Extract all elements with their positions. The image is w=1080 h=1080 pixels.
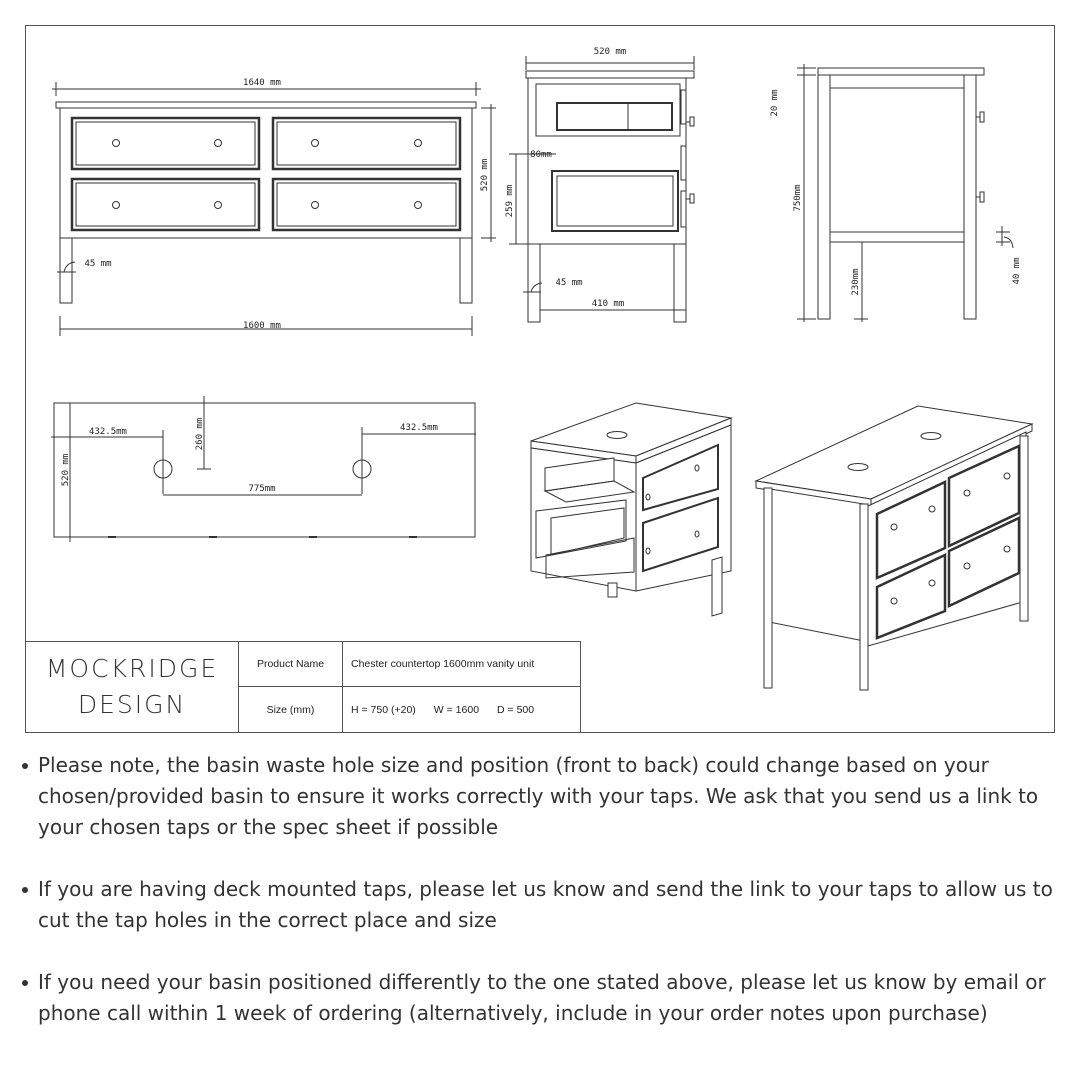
plan-view bbox=[51, 396, 476, 542]
bullet-icon bbox=[22, 763, 28, 769]
title-block bbox=[26, 641, 581, 732]
size-depth: D = 500 bbox=[497, 703, 535, 716]
front-leg-label: 45 mm bbox=[84, 259, 112, 269]
side-leg-label: 45 mm bbox=[555, 278, 583, 288]
side-opening-label: 259 mm bbox=[505, 184, 515, 218]
product-name-label: Product Name bbox=[239, 642, 343, 687]
front-elevation bbox=[52, 82, 496, 336]
size-label: Size (mm) bbox=[239, 687, 343, 732]
brand-line-1: MOCKRIDGE bbox=[45, 654, 219, 683]
note-item: If you are having deck mounted taps, please let us know and send the link to your taps to allow us to cut the tap holes in the correct place and size bbox=[20, 874, 1075, 936]
section-rail-label: 40 mm bbox=[1012, 257, 1022, 285]
size-height: H = 750 (+20) bbox=[351, 703, 416, 716]
section-view bbox=[797, 64, 1013, 322]
note-item: If you need your basin positioned differently to the one stated above, please let us know by email or phone call within 1 week of ordering (alternatively, include in your order notes upon purchase) bbox=[20, 967, 1075, 1029]
plan-back-offset-label: 260 mm bbox=[195, 417, 205, 451]
plan-left-offset-label: 432.5mm bbox=[89, 427, 127, 437]
product-name-value: Chester countertop 1600mm vanity unit bbox=[343, 642, 580, 687]
plan-right-offset-label: 432.5mm bbox=[400, 423, 438, 433]
side-depth-label: 520 mm bbox=[593, 47, 627, 57]
front-width-bottom-label: 1600 mm bbox=[243, 321, 281, 331]
section-height-label: 750mm bbox=[793, 184, 803, 212]
brand-logo bbox=[26, 642, 239, 732]
notes-list bbox=[20, 750, 1075, 1060]
size-width: W = 1600 bbox=[433, 703, 480, 716]
section-leg-gap-label: 230mm bbox=[851, 268, 861, 296]
side-shelf-label: 80mm bbox=[530, 150, 552, 160]
section-top-label: 20 mm bbox=[770, 89, 780, 117]
bullet-icon bbox=[22, 887, 28, 893]
isometric-front-view bbox=[756, 406, 1032, 690]
drawing-canvas bbox=[26, 26, 1055, 733]
spec-table bbox=[239, 642, 580, 732]
front-height-label: 520 mm bbox=[480, 158, 490, 192]
note-item: Please note, the basin waste hole size and position (front to back) could change based on your chosen/provided basin to ensure it works correctly with your taps. We ask that you send us a link to your chosen taps or the spec sheet if possible bbox=[20, 750, 1075, 843]
isometric-side-view bbox=[531, 403, 731, 616]
plan-depth-label: 520 mm bbox=[61, 453, 71, 487]
side-elevation bbox=[509, 56, 694, 322]
side-leg-span-label: 410 mm bbox=[591, 299, 625, 309]
brand-line-2: DESIGN bbox=[77, 690, 187, 719]
technical-drawing-sheet bbox=[25, 25, 1055, 733]
size-value bbox=[343, 687, 580, 732]
front-width-top-label: 1640 mm bbox=[243, 78, 281, 88]
bullet-icon bbox=[22, 980, 28, 986]
plan-hole-spacing-label: 775mm bbox=[248, 484, 276, 494]
